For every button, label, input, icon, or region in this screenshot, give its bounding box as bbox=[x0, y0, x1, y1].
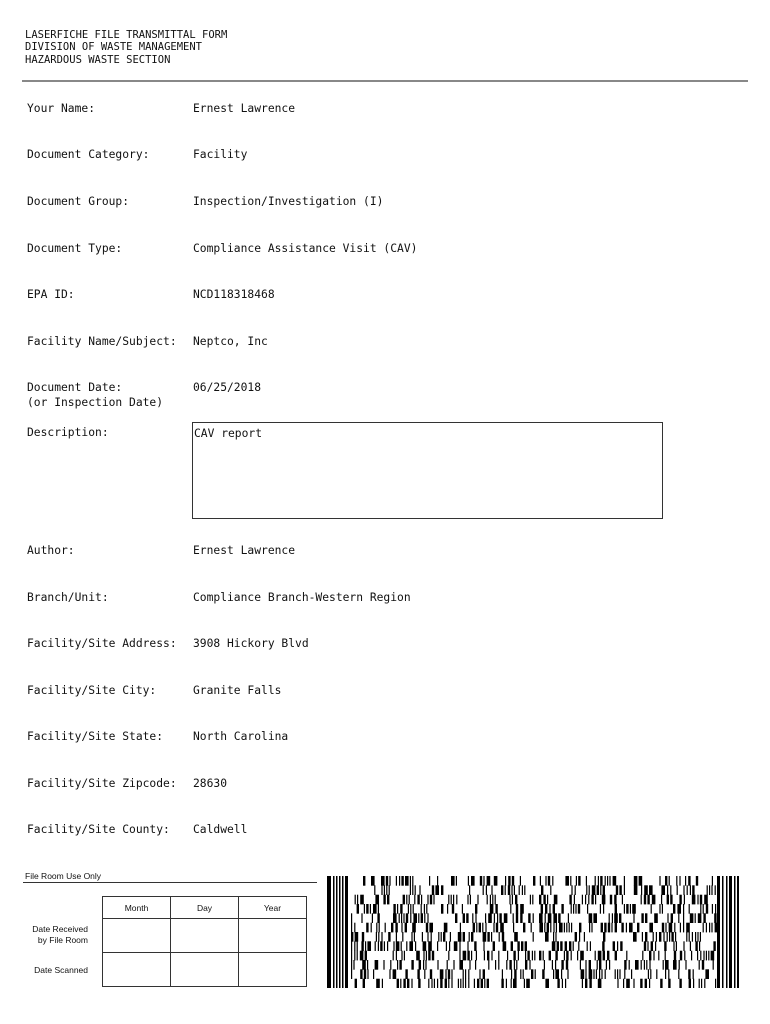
site-county-value[interactable]: Caldwell bbox=[193, 823, 248, 836]
site-city-value[interactable]: Granite Falls bbox=[193, 684, 282, 697]
site-zipcode-label: Facility/Site Zipcode: bbox=[27, 777, 177, 790]
scanned-month-cell[interactable] bbox=[103, 953, 171, 987]
document-type-value[interactable]: Compliance Assistance Visit (CAV) bbox=[193, 242, 418, 255]
your-name-label: Your Name: bbox=[27, 102, 96, 115]
barcode-image bbox=[327, 876, 739, 988]
facility-name-label: Facility Name/Subject: bbox=[27, 335, 177, 348]
facility-name-value[interactable]: Neptco, Inc bbox=[193, 335, 268, 348]
site-state-label: Facility/Site State: bbox=[27, 730, 164, 743]
document-date-value[interactable]: 06/25/2018 bbox=[193, 381, 262, 394]
received-year-cell[interactable] bbox=[239, 919, 307, 953]
branch-unit-label: Branch/Unit: bbox=[27, 591, 109, 604]
header-division: DIVISION OF WASTE MANAGEMENT bbox=[25, 41, 203, 54]
document-type-label: Document Type: bbox=[27, 242, 123, 255]
scanned-year-cell[interactable] bbox=[239, 953, 307, 987]
year-header: Year bbox=[239, 897, 307, 919]
description-field[interactable]: CAV report bbox=[192, 422, 663, 519]
file-room-divider bbox=[23, 882, 317, 883]
form-header bbox=[25, 29, 227, 66]
header-title: LASERFICHE FILE TRANSMITTAL FORM bbox=[25, 29, 228, 41]
header-divider bbox=[22, 80, 748, 82]
site-city-label: Facility/Site City: bbox=[27, 684, 157, 697]
document-group-value[interactable]: Inspection/Investigation (I) bbox=[193, 195, 384, 208]
epa-id-value[interactable]: NCD118318468 bbox=[193, 288, 275, 301]
day-header: Day bbox=[171, 897, 239, 919]
date-received-line2: by File Room bbox=[37, 935, 88, 945]
author-label: Author: bbox=[27, 544, 75, 557]
site-county-label: Facility/Site County: bbox=[27, 823, 170, 836]
author-value[interactable]: Ernest Lawrence bbox=[193, 544, 296, 557]
site-state-value[interactable]: North Carolina bbox=[193, 730, 289, 743]
document-category-value[interactable]: Facility bbox=[193, 148, 248, 161]
received-month-cell[interactable] bbox=[103, 919, 171, 953]
date-received-label bbox=[22, 924, 88, 946]
month-header: Month bbox=[103, 897, 171, 919]
header-section: HAZARDOUS WASTE SECTION bbox=[25, 53, 171, 66]
site-address-value[interactable]: 3908 Hickory Blvd bbox=[193, 637, 309, 650]
file-room-table bbox=[102, 896, 307, 987]
site-zipcode-value[interactable]: 28630 bbox=[193, 777, 228, 790]
document-group-label: Document Group: bbox=[27, 195, 130, 208]
your-name-value[interactable]: Ernest Lawrence bbox=[193, 102, 296, 115]
file-room-title: File Room Use Only bbox=[25, 871, 102, 881]
date-received-line1: Date Received bbox=[32, 924, 88, 934]
document-category-label: Document Category: bbox=[27, 148, 150, 161]
date-scanned-label: Date Scanned bbox=[34, 965, 88, 975]
document-date-sublabel: (or Inspection Date) bbox=[27, 396, 164, 409]
description-label: Description: bbox=[27, 426, 109, 439]
site-address-label: Facility/Site Address: bbox=[27, 637, 177, 650]
epa-id-label: EPA ID: bbox=[27, 288, 75, 301]
scanned-day-cell[interactable] bbox=[171, 953, 239, 987]
document-date-label: Document Date: bbox=[27, 381, 123, 394]
branch-unit-value[interactable]: Compliance Branch-Western Region bbox=[193, 591, 411, 604]
received-day-cell[interactable] bbox=[171, 919, 239, 953]
